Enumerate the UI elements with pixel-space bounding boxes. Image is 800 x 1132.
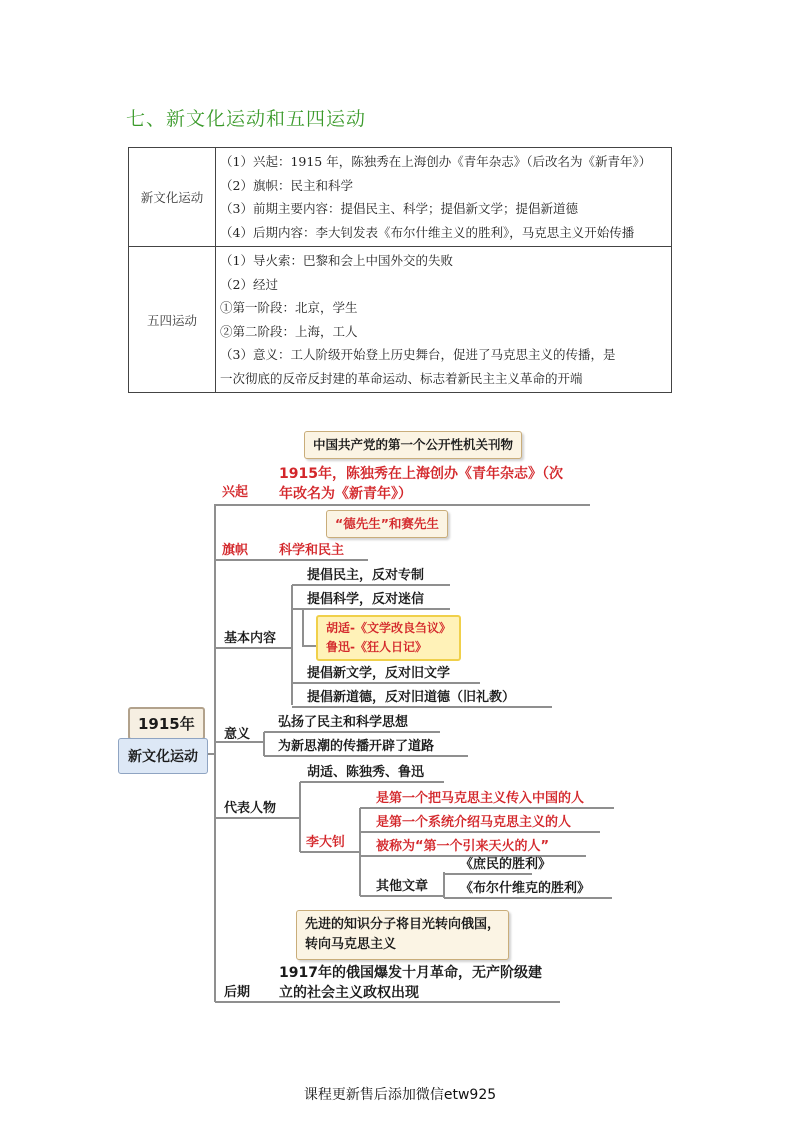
other-work: 《庶民的胜利》 bbox=[460, 857, 552, 872]
topic-cell: 五四运动 bbox=[129, 247, 216, 393]
lidazhao-label: 李大钊 bbox=[306, 835, 346, 850]
topic-cell: 新文化运动 bbox=[129, 148, 216, 247]
meaning-label: 意义 bbox=[224, 727, 251, 742]
meaning-item: 为新思潮的传播开辟了道路 bbox=[278, 739, 435, 754]
rise-label: 兴起 bbox=[222, 485, 249, 500]
people-names: 胡适、陈独秀、鲁迅 bbox=[307, 765, 425, 780]
lidazhao-fact: 被称为“第一个引来天火的人” bbox=[376, 839, 550, 854]
root-topic-box: 新文化运动 bbox=[118, 738, 208, 774]
late-note-line: 先进的知识分子将目光转向俄国， bbox=[305, 917, 501, 932]
root-year-box: 1915年 bbox=[128, 707, 205, 740]
content-item: 提倡新道德，反对旧道德（旧礼教） bbox=[307, 690, 516, 705]
table-line: ①第一阶段：北京，学生 bbox=[220, 300, 358, 315]
table-line: （4）后期内容：李大钊发表《布尔什维主义的胜利》，马克思主义开始传播 bbox=[220, 224, 635, 240]
work-item: 鲁迅-《狂人日记》 bbox=[326, 640, 427, 654]
content-item: 提倡民主，反对专制 bbox=[307, 568, 425, 583]
table-line: （1）兴起：1915 年，陈独秀在上海创办《青年杂志》（后改名为《新青年》） bbox=[220, 154, 652, 169]
section-title: 七、新文化运动和五四运动 bbox=[126, 108, 367, 130]
content-label: 基本内容 bbox=[224, 631, 277, 646]
table-line: （3）前期主要内容：提倡民主、科学；提倡新文学；提倡新道德 bbox=[220, 201, 578, 216]
table-line: （2）经过 bbox=[220, 276, 278, 292]
works-box bbox=[316, 615, 461, 661]
people-label: 代表人物 bbox=[224, 801, 277, 816]
rise-text-line2: 年改名为《新青年》） bbox=[279, 486, 412, 502]
late-note-line: 转向马克思主义 bbox=[305, 937, 397, 952]
table-line: （1）导火索：巴黎和会上中国外交的失败 bbox=[220, 253, 453, 268]
flag-note-box: “德先生”和赛先生 bbox=[326, 510, 448, 538]
footer-note: 课程更新售后添加微信etw925 bbox=[303, 1087, 497, 1103]
other-works-label: 其他文章 bbox=[376, 879, 429, 894]
other-work: 《布尔什维克的胜利》 bbox=[460, 881, 591, 896]
top-note-box: 中国共产党的第一个公开性机关刊物 bbox=[304, 431, 522, 459]
content-item: 提倡科学，反对迷信 bbox=[307, 592, 425, 607]
late-label: 后期 bbox=[224, 985, 251, 1000]
table-line: ②第二阶段：上海，工人 bbox=[220, 323, 358, 339]
late-text-line2: 立的社会主义政权出现 bbox=[279, 985, 419, 1001]
late-text-line1: 1917年的俄国爆发十月革命，无产阶级建 bbox=[279, 965, 542, 981]
work-item: 胡适-《文学改良刍议》 bbox=[326, 621, 451, 635]
late-note-box bbox=[296, 910, 509, 960]
rise-text-line1: 1915年，陈独秀在上海创办《青年杂志》（次 bbox=[279, 466, 563, 482]
lidazhao-fact: 是第一个系统介绍马克思主义的人 bbox=[376, 815, 572, 830]
meaning-item: 弘扬了民主和科学思想 bbox=[278, 715, 409, 730]
table-line: （2）旗帜：民主和科学 bbox=[220, 177, 353, 193]
flag-label: 旗帜 bbox=[222, 543, 249, 558]
table-line: （3）意义：工人阶级开始登上历史舞台，促进了马克思主义的传播，是 bbox=[220, 347, 616, 362]
flag-text: 科学和民主 bbox=[279, 543, 345, 558]
table-line: 一次彻底的反帝反封建的革命运动、标志着新民主主义革命的开端 bbox=[220, 370, 583, 386]
lidazhao-fact: 是第一个把马克思主义传入中国的人 bbox=[376, 791, 585, 806]
content-item: 提倡新文学，反对旧文学 bbox=[307, 666, 451, 681]
